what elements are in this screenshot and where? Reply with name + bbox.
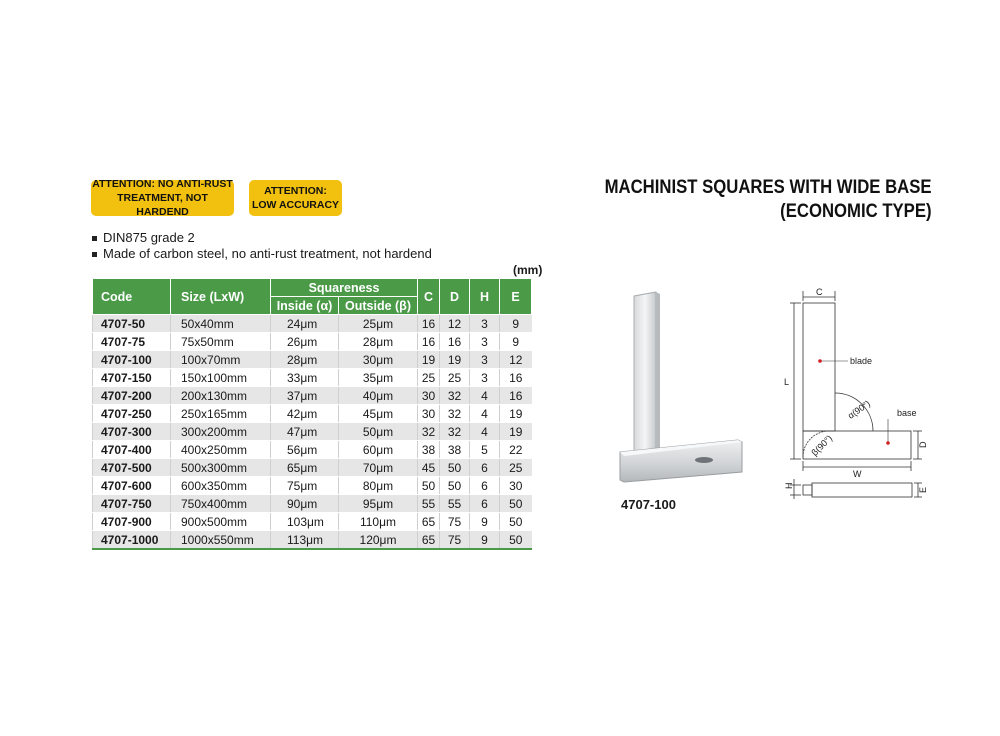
cell-outside: 45μm <box>339 405 418 423</box>
cell-code: 4707-75 <box>93 333 171 351</box>
cell-e: 16 <box>500 369 532 387</box>
attention-badge-anti-rust <box>91 180 234 216</box>
cell-h: 4 <box>470 423 500 441</box>
cell-c: 30 <box>418 387 440 405</box>
label-d: D <box>918 441 928 448</box>
title-line-1: MACHINIST SQUARES WITH WIDE BASE <box>605 177 932 198</box>
cell-size: 100x70mm <box>171 351 271 369</box>
cell-d: 25 <box>440 369 470 387</box>
cell-e: 16 <box>500 387 532 405</box>
cell-outside: 70μm <box>339 459 418 477</box>
header-d: D <box>440 279 470 315</box>
cell-outside: 120μm <box>339 531 418 550</box>
cell-size: 50x40mm <box>171 315 271 333</box>
label-blade: blade <box>850 356 873 366</box>
cell-size: 75x50mm <box>171 333 271 351</box>
feature-item <box>92 230 432 246</box>
base-pointer-dot-icon <box>886 441 890 445</box>
photo-model-label: 4707-100 <box>621 497 676 512</box>
cell-d: 16 <box>440 333 470 351</box>
header-c: C <box>418 279 440 315</box>
cell-e: 12 <box>500 351 532 369</box>
table-row <box>93 477 532 495</box>
badge-line: TREATMENT, NOT HARDEND <box>117 192 208 218</box>
cell-outside: 30μm <box>339 351 418 369</box>
cell-c: 65 <box>418 531 440 550</box>
cell-inside: 47μm <box>271 423 339 441</box>
cell-c: 65 <box>418 513 440 531</box>
attention-badge-accuracy <box>249 180 342 216</box>
cell-d: 75 <box>440 531 470 550</box>
unit-label: (mm) <box>513 263 543 277</box>
cell-h: 3 <box>470 315 500 333</box>
cell-c: 16 <box>418 315 440 333</box>
cell-size: 150x100mm <box>171 369 271 387</box>
cell-d: 32 <box>440 387 470 405</box>
cell-size: 300x200mm <box>171 423 271 441</box>
header-e: E <box>500 279 532 315</box>
badge-line: LOW ACCURACY <box>251 199 340 211</box>
badge-line: ATTENTION: NO ANTI-RUST <box>92 178 233 190</box>
cell-outside: 50μm <box>339 423 418 441</box>
table-row <box>93 423 532 441</box>
dimension-diagram <box>770 285 930 505</box>
cell-e: 25 <box>500 459 532 477</box>
cell-code: 4707-400 <box>93 441 171 459</box>
header-outside: Outside (β) <box>339 297 418 315</box>
feature-item <box>92 246 432 262</box>
cell-h: 4 <box>470 387 500 405</box>
table-row <box>93 333 532 351</box>
label-base: base <box>897 408 917 418</box>
header-code: Code <box>93 279 171 315</box>
cell-e: 50 <box>500 513 532 531</box>
cell-d: 12 <box>440 315 470 333</box>
cell-inside: 24μm <box>271 315 339 333</box>
table-row <box>93 531 532 550</box>
bullet-square-icon <box>92 252 97 257</box>
cell-h: 3 <box>470 369 500 387</box>
cell-inside: 75μm <box>271 477 339 495</box>
cell-size: 400x250mm <box>171 441 271 459</box>
cell-e: 22 <box>500 441 532 459</box>
cell-code: 4707-50 <box>93 315 171 333</box>
label-alpha: α(90°) <box>845 398 872 421</box>
cell-d: 50 <box>440 477 470 495</box>
cell-e: 30 <box>500 477 532 495</box>
table-row <box>93 513 532 531</box>
cell-h: 6 <box>470 459 500 477</box>
cell-inside: 90μm <box>271 495 339 513</box>
cell-outside: 35μm <box>339 369 418 387</box>
cell-code: 4707-750 <box>93 495 171 513</box>
cell-h: 6 <box>470 495 500 513</box>
label-e: E <box>918 486 928 493</box>
table-row <box>93 495 532 513</box>
cell-c: 50 <box>418 477 440 495</box>
header-h: H <box>470 279 500 315</box>
side-view-base <box>812 483 912 497</box>
blade-outline <box>803 303 835 431</box>
cell-h: 4 <box>470 405 500 423</box>
table-row <box>93 369 532 387</box>
cell-code: 4707-200 <box>93 387 171 405</box>
cell-c: 45 <box>418 459 440 477</box>
cell-c: 19 <box>418 351 440 369</box>
cell-code: 4707-250 <box>93 405 171 423</box>
cell-c: 32 <box>418 423 440 441</box>
table-row <box>93 351 532 369</box>
cell-code: 4707-600 <box>93 477 171 495</box>
cell-d: 75 <box>440 513 470 531</box>
cell-inside: 33μm <box>271 369 339 387</box>
cell-outside: 80μm <box>339 477 418 495</box>
cell-h: 6 <box>470 477 500 495</box>
cell-h: 5 <box>470 441 500 459</box>
cell-size: 250x165mm <box>171 405 271 423</box>
cell-inside: 28μm <box>271 351 339 369</box>
cell-outside: 60μm <box>339 441 418 459</box>
cell-inside: 103μm <box>271 513 339 531</box>
table-row <box>93 405 532 423</box>
page-title <box>605 176 932 224</box>
cell-h: 9 <box>470 513 500 531</box>
cell-h: 3 <box>470 351 500 369</box>
header-inside: Inside (α) <box>271 297 339 315</box>
table-row <box>93 387 532 405</box>
cell-size: 500x300mm <box>171 459 271 477</box>
cell-size: 200x130mm <box>171 387 271 405</box>
product-photo <box>618 290 758 490</box>
badge-line: ATTENTION: <box>264 185 327 197</box>
cell-inside: 56μm <box>271 441 339 459</box>
cell-size: 1000x550mm <box>171 531 271 550</box>
cell-inside: 37μm <box>271 387 339 405</box>
cell-code: 4707-150 <box>93 369 171 387</box>
cell-inside: 65μm <box>271 459 339 477</box>
cell-e: 19 <box>500 405 532 423</box>
cell-d: 50 <box>440 459 470 477</box>
label-l: L <box>784 377 790 387</box>
table-row <box>93 459 532 477</box>
label-c: C <box>816 287 823 297</box>
cell-h: 3 <box>470 333 500 351</box>
cell-code: 4707-900 <box>93 513 171 531</box>
cell-c: 16 <box>418 333 440 351</box>
square-blade-photo <box>634 292 660 452</box>
title-line-2: (ECONOMIC TYPE) <box>780 201 932 222</box>
cell-outside: 110μm <box>339 513 418 531</box>
cell-size: 750x400mm <box>171 495 271 513</box>
feature-text: DIN875 grade 2 <box>103 230 195 245</box>
cell-code: 4707-300 <box>93 423 171 441</box>
cell-outside: 28μm <box>339 333 418 351</box>
brand-mark-icon <box>695 457 713 463</box>
blade-pointer-dot-icon <box>818 359 822 363</box>
cell-d: 55 <box>440 495 470 513</box>
cell-e: 19 <box>500 423 532 441</box>
label-h: H <box>784 482 794 489</box>
cell-e: 9 <box>500 333 532 351</box>
cell-d: 32 <box>440 405 470 423</box>
cell-outside: 40μm <box>339 387 418 405</box>
cell-c: 38 <box>418 441 440 459</box>
table-row <box>93 315 532 333</box>
cell-c: 30 <box>418 405 440 423</box>
header-size: Size (LxW) <box>171 279 271 315</box>
cell-inside: 113μm <box>271 531 339 550</box>
cell-code: 4707-1000 <box>93 531 171 550</box>
cell-d: 38 <box>440 441 470 459</box>
header-squareness: Squareness <box>271 279 418 297</box>
cell-outside: 25μm <box>339 315 418 333</box>
cell-inside: 26μm <box>271 333 339 351</box>
cell-e: 50 <box>500 531 532 550</box>
cell-c: 55 <box>418 495 440 513</box>
cell-code: 4707-100 <box>93 351 171 369</box>
cell-outside: 95μm <box>339 495 418 513</box>
side-view-blade <box>803 485 812 495</box>
spec-table <box>92 278 532 550</box>
cell-c: 25 <box>418 369 440 387</box>
cell-inside: 42μm <box>271 405 339 423</box>
spec-table-body <box>93 315 532 550</box>
cell-code: 4707-500 <box>93 459 171 477</box>
cell-d: 32 <box>440 423 470 441</box>
table-row <box>93 441 532 459</box>
feature-list <box>92 230 432 262</box>
diagram-outline <box>790 291 922 499</box>
cell-h: 9 <box>470 531 500 550</box>
label-w: W <box>853 469 862 479</box>
feature-text: Made of carbon steel, no anti-rust treatment, not hardend <box>103 246 432 261</box>
cell-size: 600x350mm <box>171 477 271 495</box>
label-beta: β(90°) <box>809 433 835 458</box>
cell-size: 900x500mm <box>171 513 271 531</box>
cell-e: 50 <box>500 495 532 513</box>
cell-e: 9 <box>500 315 532 333</box>
cell-d: 19 <box>440 351 470 369</box>
bullet-square-icon <box>92 236 97 241</box>
